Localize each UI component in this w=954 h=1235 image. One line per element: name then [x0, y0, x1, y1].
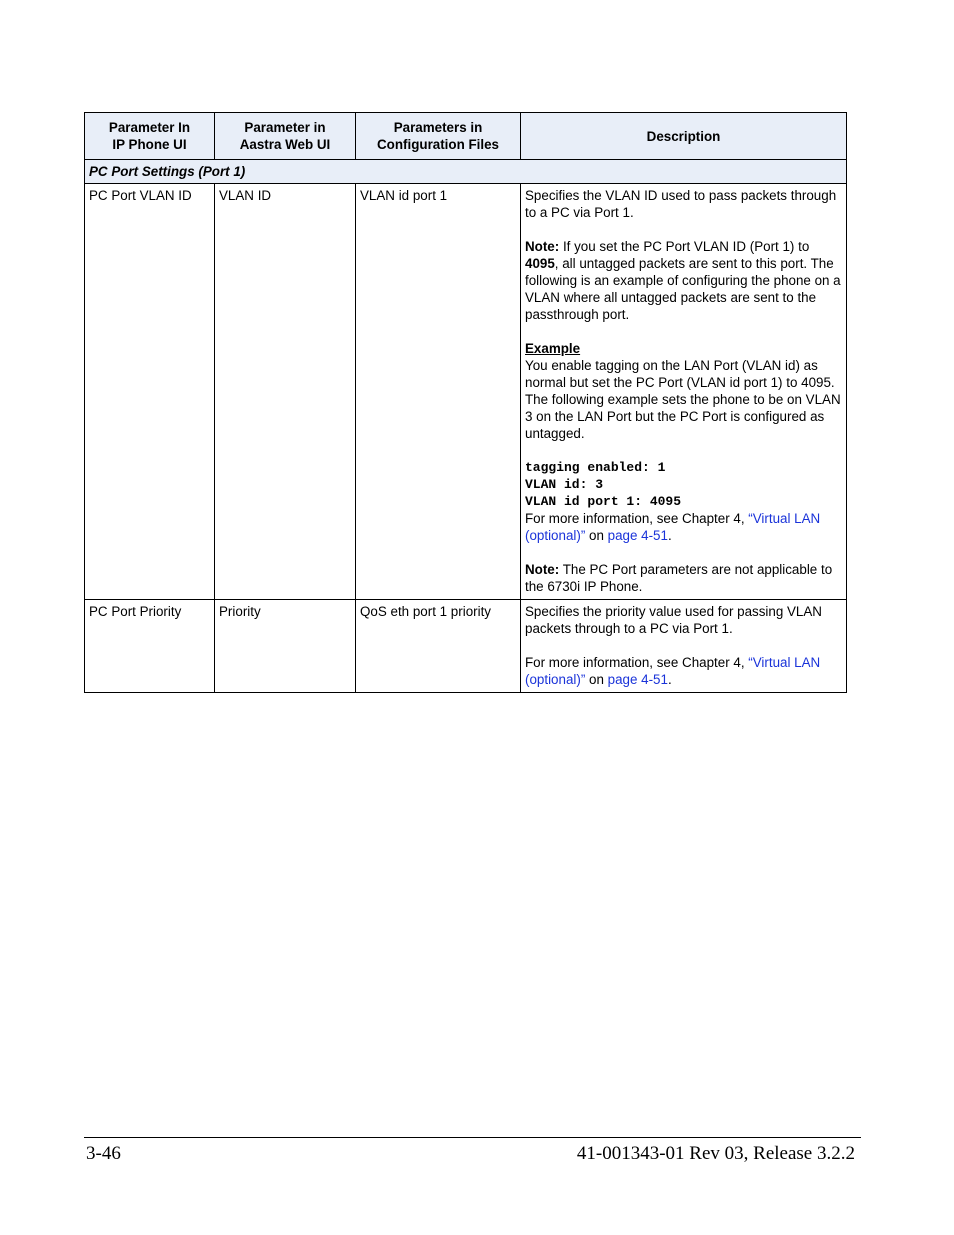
- header-config-line2: Configuration Files: [377, 137, 499, 152]
- header-description-label: Description: [646, 128, 721, 144]
- cell-description: [521, 600, 847, 693]
- page-number: 3-46: [86, 1143, 121, 1164]
- note2-label: Note:: [525, 562, 560, 577]
- note-paragraph: [525, 238, 842, 323]
- example-heading: Example: [525, 341, 581, 356]
- note-label: Note:: [525, 239, 560, 254]
- note-value: 4095: [525, 256, 555, 271]
- more-info-on: on: [585, 672, 608, 687]
- section-title: PC Port Settings (Port 1): [85, 160, 847, 184]
- more-info-period: .: [667, 528, 672, 543]
- description-summary: Specifies the priority value used for passing VLAN packets through to a PC via Port 1.: [525, 604, 822, 636]
- virtual-lan-link[interactable]: “Virtual LAN (optional)”: [525, 655, 821, 687]
- header-web-ui: [215, 113, 356, 160]
- header-phone-ui-line2: IP Phone UI: [112, 137, 187, 152]
- more-info-on: on: [585, 528, 608, 543]
- cell-config: VLAN id port 1: [356, 184, 521, 600]
- example-block: [525, 340, 842, 442]
- header-web-ui-line1: Parameter in: [244, 120, 326, 135]
- header-phone-ui-line1: Parameter In: [108, 120, 191, 135]
- note2-paragraph: [525, 561, 842, 595]
- footer-divider: [84, 1137, 861, 1138]
- more-info-text: For more information, see Chapter 4,: [525, 655, 749, 670]
- more-info-period: .: [667, 672, 672, 687]
- page-link[interactable]: page 4-51: [607, 672, 668, 687]
- document-info: 41-001343-01 Rev 03, Release 3.2.2: [576, 1143, 855, 1164]
- code-line: VLAN id: 3: [525, 477, 604, 492]
- code-line: VLAN id port 1: 4095: [525, 494, 682, 509]
- table-header-row: [85, 113, 847, 160]
- cell-web-ui: VLAN ID: [215, 184, 356, 600]
- cell-phone-ui: PC Port Priority: [85, 600, 215, 693]
- parameter-table: [84, 112, 847, 693]
- note-text-a: If you set the PC Port VLAN ID (Port 1) to: [559, 239, 810, 254]
- table-row: [85, 600, 847, 693]
- more-info-paragraph: [525, 654, 842, 688]
- header-config-line1: Parameters in: [393, 120, 483, 135]
- description-summary: Specifies the VLAN ID used to pass packets through to a PC via Port 1.: [525, 188, 837, 220]
- code-block: [525, 459, 842, 510]
- header-description: [521, 113, 847, 160]
- section-row: [85, 160, 847, 184]
- example-text: You enable tagging on the LAN Port (VLAN id) as normal but set the PC Port (VLAN id port 1) to 4095. The following example sets the phone to be on VLAN 3 on the LAN Port but the PC Port is configured as untagged.: [525, 358, 841, 441]
- header-phone-ui: [85, 113, 215, 160]
- cell-web-ui: Priority: [215, 600, 356, 693]
- more-info-paragraph: [525, 510, 842, 544]
- more-info-text: For more information, see Chapter 4,: [525, 511, 749, 526]
- cell-config: QoS eth port 1 priority: [356, 600, 521, 693]
- table-row: [85, 184, 847, 600]
- page-link[interactable]: page 4-51: [607, 528, 668, 543]
- cell-description: [521, 184, 847, 600]
- cell-phone-ui: PC Port VLAN ID: [85, 184, 215, 600]
- virtual-lan-link[interactable]: “Virtual LAN (optional)”: [525, 511, 821, 543]
- note2-text: The PC Port parameters are not applicable to the 6730i IP Phone.: [525, 562, 833, 594]
- code-line: tagging enabled: 1: [525, 460, 666, 475]
- note-text-b: , all untagged packets are sent to this port. The following is an example of configuring the phone on a VLAN where all untagged packets are sent to the passthrough port.: [525, 256, 841, 322]
- header-config-files: [356, 113, 521, 160]
- header-web-ui-line2: Aastra Web UI: [239, 137, 331, 152]
